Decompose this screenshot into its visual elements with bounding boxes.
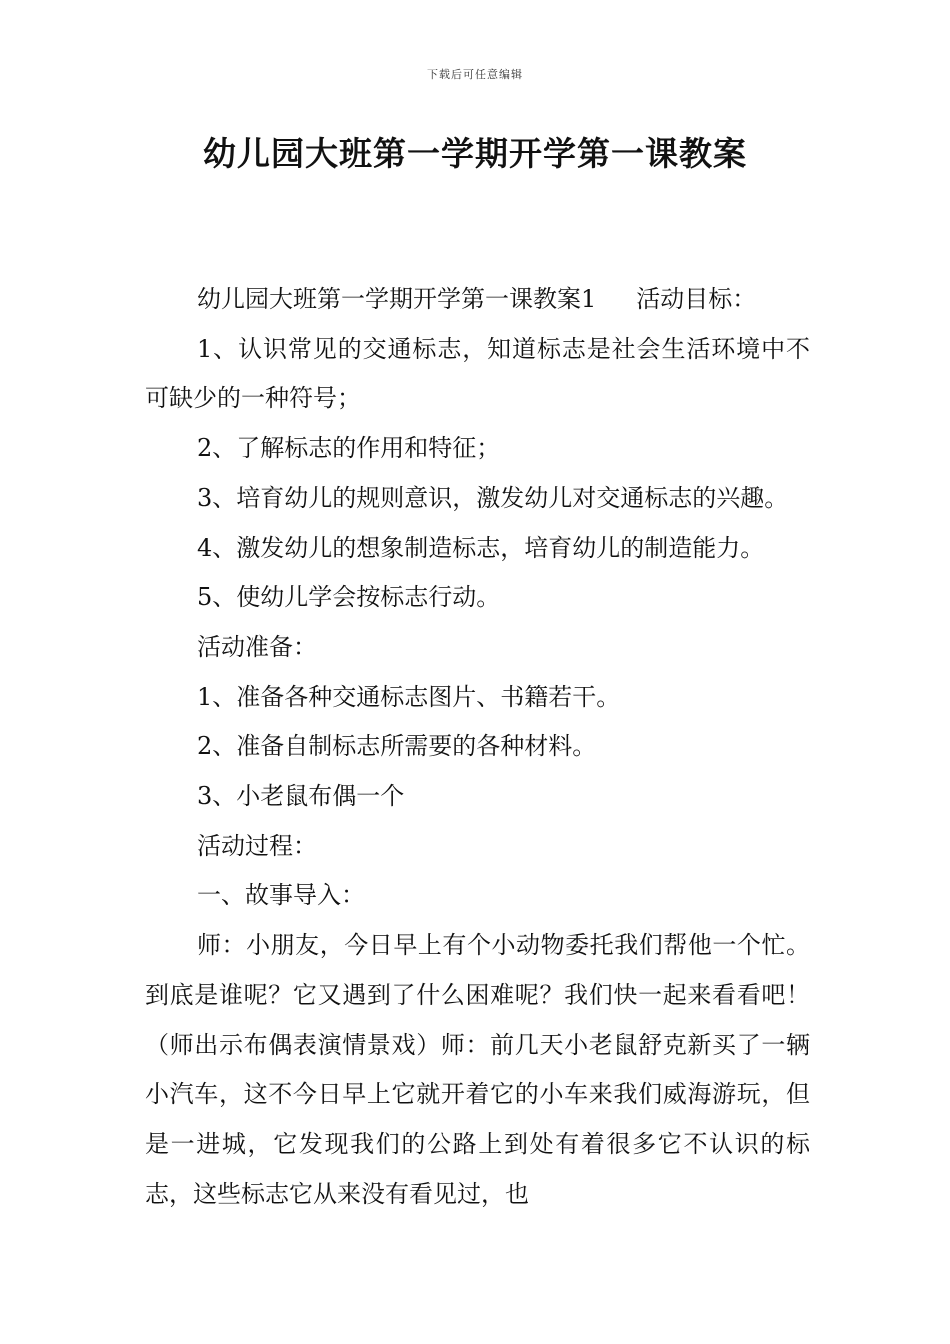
objective-2: 2、了解标志的作用和特征； [197, 434, 501, 463]
document-body [145, 275, 810, 1219]
preparation-3: 3、小老鼠布偶一个 [197, 782, 405, 811]
story-paragraph: 师：小朋友，今日早上有个小动物委托我们帮他一个忙。到底是谁呢？它又遇到了什么困难呢？我们快一起来看看吧！（师出示布偶表演情景戏）师：前几天小老鼠舒克新买了一辆小汽车，这不今日早上它就开着它的小车来我们威海游玩，但是一进城，它发现我们的公路上到处有着很多它不认识的标志，这些标志它从来没有看见过，也 [145, 931, 810, 1208]
preparation-2: 2、准备自制标志所需要的各种材料。 [197, 732, 597, 761]
header-note: 下载后可任意编辑 [427, 68, 523, 81]
preparation-heading: 活动准备： [197, 632, 317, 661]
objective-3: 3、培育幼儿的规则意识，激发幼儿对交通标志的兴趣。 [197, 483, 789, 512]
objectives-heading: 活动目标： [636, 285, 757, 313]
paragraph-intro [145, 275, 810, 325]
objective-4: 4、激发幼儿的想象制造标志，培育幼儿的制造能力。 [197, 533, 765, 562]
preparation-1: 1、准备各种交通标志图片、书籍若干。 [197, 682, 621, 711]
document-title: 幼儿园大班第一学期开学第一课教案 [203, 134, 747, 173]
lesson-heading: 幼儿园大班第一学期开学第一课教案1 [197, 285, 597, 313]
objective-1: 1、认识常见的交通标志，知道标志是社会生活环境中不可缺少的一种符号； [145, 334, 810, 413]
objective-5: 5、使幼儿学会按标志行动。 [197, 583, 501, 612]
process-step-1-heading: 一、故事导入： [197, 881, 365, 910]
process-heading: 活动过程： [197, 831, 317, 860]
